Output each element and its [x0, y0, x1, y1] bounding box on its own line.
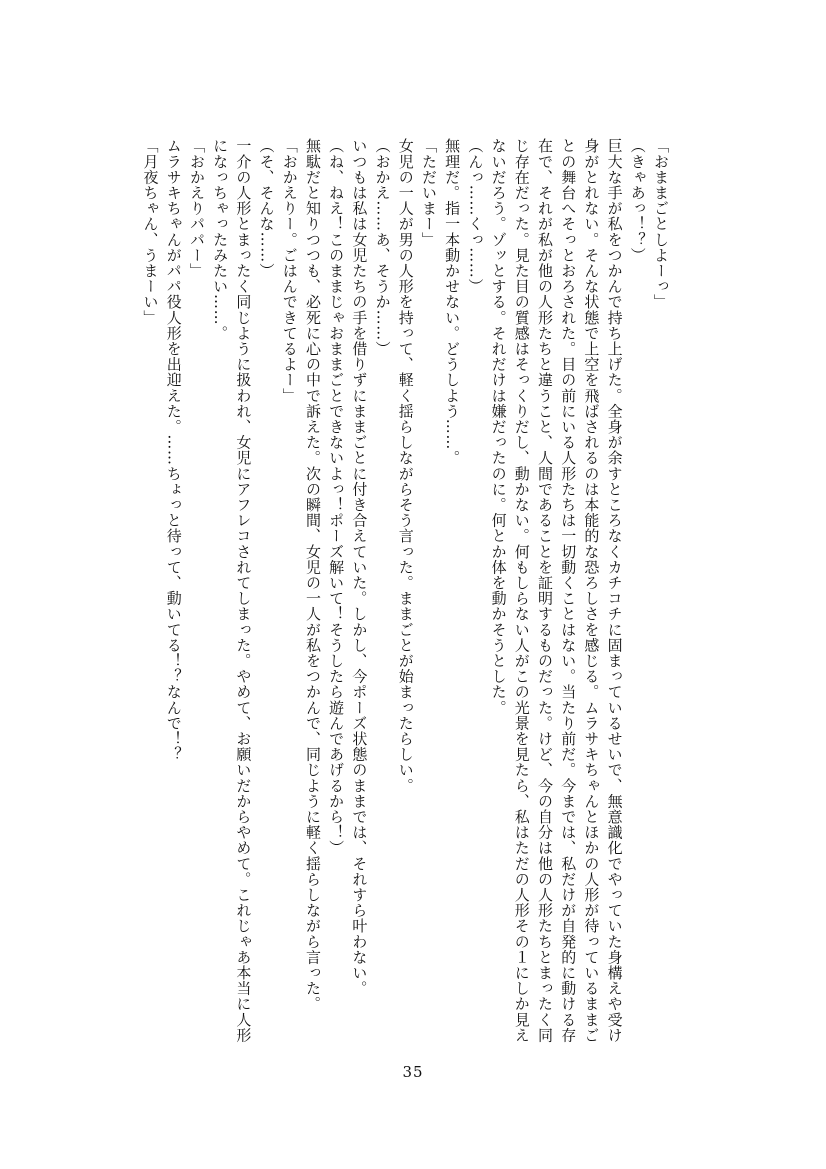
text-line-6: 「ただいまー」	[419, 138, 438, 248]
text-line-8: （おかえ……あ、そうか……）	[373, 138, 392, 357]
text-line-16: ムラサキちゃんがパパ役人形を出迎えた。……ちょっと待って、動いてる！？なんで！？	[164, 138, 183, 762]
text-line-14: 一介の人形とまったく同じように扱われ、女児にアフレコされてしまった。やめて、お願いだからやめて。これじゃあ本当に人形になっちゃったみたい……。	[211, 138, 253, 1043]
text-line-9: いつもは私は女児たちの手を借りずにままごとに付き合えていた。しかし、今ポーズ状態のままでは、それすら叶わない。	[350, 138, 369, 996]
text-line-15: 「おかえりパパー」	[187, 138, 206, 279]
text-line-2: （きゃあっ！？）	[628, 138, 647, 263]
text-line-11: 無駄だと知りつつも、必死に心の中で訴えた。次の瞬間、女児の一人が私をつかんで、同じように軽く揺らしながら言った。	[303, 138, 322, 1012]
text-line-1: 「おままごとしよーっ」	[652, 138, 670, 310]
text-line-5: 無理だ。指一本動かせない。どうしよう……。	[443, 138, 462, 466]
text-line-17: 「月夜ちゃん、うまーい」	[141, 138, 160, 326]
text-line-13: （そ、そんな……）	[257, 138, 276, 279]
vertical-body-text	[132, 138, 672, 1058]
page-number: 35	[402, 1063, 424, 1081]
text-line-4: （んっ……くっ……）	[466, 138, 485, 294]
text-line-10: （ね、ねえ！このままじゃおままごとできないよっ！ポーズ解いて！そうしたら遊んであげるから！）	[327, 138, 346, 856]
text-line-7: 女児の一人が男の人形を持って、軽く揺らしながらそう言った。ままごとが始まったらしい。	[396, 138, 415, 794]
text-line-12: 「おかえりー。ごはんできてるよー」	[280, 138, 299, 404]
text-line-3: 巨大な手が私をつかんで持ち上げた。全身が余すところなくカチコチに固まっているせいで、無意識化でやっていた身構えや受け身がとれない。そんな状態で上空を飛ばされるのは本能的な恐ろしさを感じる。ムラサキちゃんとほかの人形が待っているままごとの舞台へそっとおろされた。目の前にいる人形たちは一切動くことはない。当たり前だ。今までは、私だけが自発的に動ける存在で、それが私が他の人形たちと違うこと、人間であることを証明するものだった。けど、今の自分は他の人形たちとまったく同じ存在だった。見た目の質感はそっくりだし、動かない。何もしらない人がこの光景を見たら、私はただの人形その１にしか見えないだろう。ゾッとする。それだけは嫌だったのに。何とか体を動かそうとした。	[489, 138, 624, 1043]
